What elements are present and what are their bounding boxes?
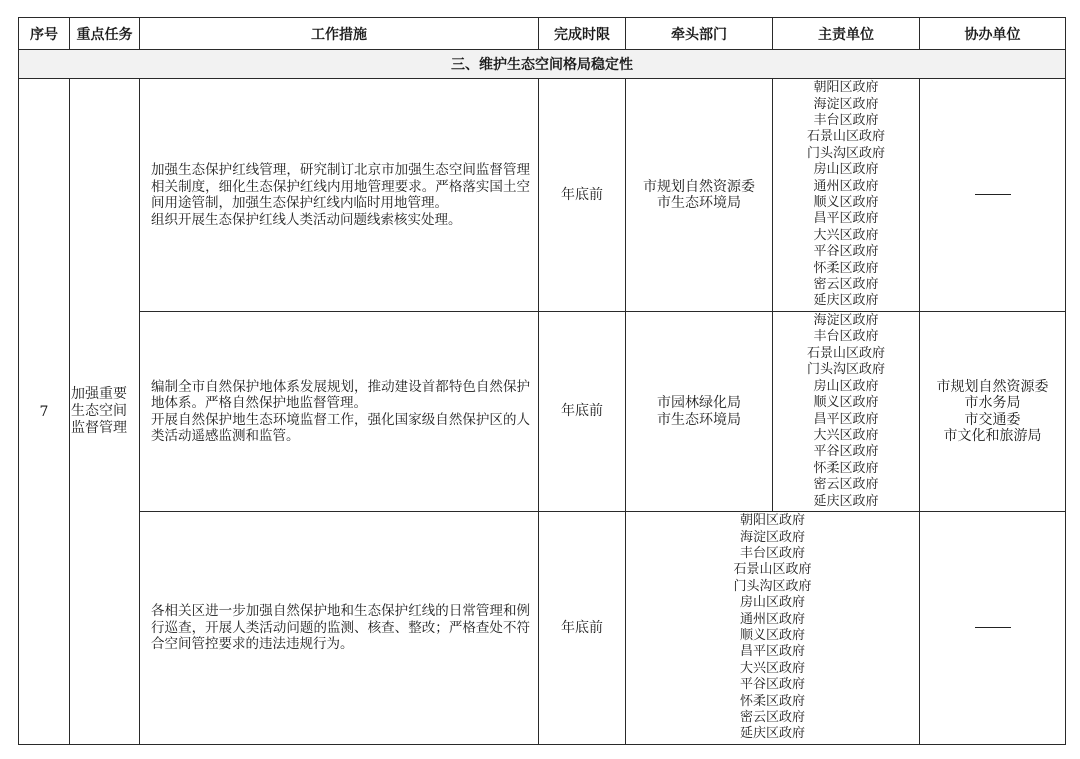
main-unit: 房山区政府: [739, 595, 805, 611]
main-unit: 密云区政府: [739, 710, 805, 726]
measure-text: 组织开展生态保护红线人类活动问题线索核实处理。: [151, 211, 462, 228]
main-unit: 昌平区政府: [813, 211, 879, 227]
section-row: [19, 50, 1066, 79]
assist-unit: 市文化和旅游局: [943, 428, 1042, 444]
section-title: 三、维护生态空间格局稳定性: [19, 50, 1066, 79]
seq-number: 7: [19, 79, 70, 745]
main-unit: 顺义区政府: [813, 195, 879, 210]
deadline-cell: 年底前: [539, 312, 626, 512]
deadline-cell: 年底前: [539, 79, 626, 312]
measure-text: 开展自然保护地生态环境监督工作，强化国家级自然保护区的人类活动遥感监测和监管。: [151, 411, 530, 444]
header-row: [19, 18, 1066, 50]
main-unit: 海淀区政府: [813, 313, 879, 329]
lead-unit: 市园林绿化局: [657, 395, 741, 411]
assist-unit: 市规划自然资源委: [936, 378, 1049, 395]
lead-cell: [626, 79, 773, 312]
main-unit: 石景山区政府: [806, 345, 885, 361]
main-unit: 石景山区政府: [733, 562, 812, 578]
task-name: 加强重要生态空间监督管理: [70, 79, 140, 745]
main-unit: 朝阳区政府: [739, 513, 805, 529]
main-unit: 通州区政府: [813, 178, 879, 194]
main-unit: 顺义区政府: [739, 628, 805, 643]
main-unit: 石景山区政府: [806, 129, 885, 145]
main-unit: 延庆区政府: [739, 726, 805, 742]
main-unit: 门头沟区政府: [806, 362, 885, 378]
header-task: 重点任务: [70, 18, 140, 50]
main-unit-cell: [773, 312, 920, 512]
deadline-cell: 年底前: [539, 512, 626, 745]
measures-cell: [140, 312, 539, 512]
main-unit: 通州区政府: [739, 611, 805, 627]
header-deadline: 完成时限: [539, 18, 626, 50]
measure-text: 加强生态保护红线管理，研究制订北京市加强生态空间监督管理相关制度，细化生态保护红线内用地管理要求。严格落实国土空间用途管制，加强生态保护红线内临时用地管理。: [151, 162, 530, 211]
dash-mark: [975, 194, 1011, 195]
main-unit: 平谷区政府: [813, 244, 879, 260]
main-unit: 延庆区政府: [813, 293, 879, 309]
main-unit: 密云区政府: [813, 277, 879, 293]
measures-cell: [140, 512, 539, 745]
measure-text: 编制全市自然保护地体系发展规划，推动建设首都特色自然保护地体系。严格自然保护地监督管理。: [151, 378, 530, 411]
main-unit: 门头沟区政府: [806, 145, 885, 161]
header-main-unit: 主责单位: [773, 18, 920, 50]
assist-cell-empty: [920, 79, 1066, 312]
main-unit: 房山区政府: [813, 378, 879, 394]
lead-unit: 市规划自然资源委: [643, 178, 755, 195]
main-unit: 门头沟区政府: [733, 578, 812, 594]
header-assist-unit: 协办单位: [920, 18, 1066, 50]
table-row: [19, 512, 1066, 745]
main-unit: 房山区政府: [813, 162, 879, 178]
main-unit: 怀柔区政府: [739, 693, 805, 709]
assist-cell-empty: [920, 512, 1066, 745]
main-unit: 昌平区政府: [739, 644, 805, 660]
main-unit: 延庆区政府: [813, 493, 879, 509]
main-unit: 平谷区政府: [813, 444, 879, 460]
main-unit: 丰台区政府: [813, 329, 879, 345]
measure-text: 各相关区进一步加强自然保护地和生态保护红线的日常管理和例行巡查，开展人类活动问题的监测、核查、整改；严格查处不符合空间管控要求的违法违规行为。: [151, 603, 530, 653]
assist-unit: 市水务局: [964, 395, 1021, 411]
main-unit: 大兴区政府: [813, 427, 879, 443]
dash-mark: [975, 627, 1011, 628]
assist-unit: 市交通委: [964, 411, 1021, 428]
main-unit: 密云区政府: [813, 477, 879, 493]
table-row: [19, 79, 1066, 312]
main-unit: 朝阳区政府: [813, 80, 879, 96]
main-unit-cell: [626, 512, 920, 745]
main-unit: 大兴区政府: [739, 660, 805, 676]
measures-cell: [140, 79, 539, 312]
assist-cell: [920, 312, 1066, 512]
main-unit: 海淀区政府: [813, 96, 879, 112]
main-unit: 丰台区政府: [813, 112, 879, 128]
main-unit: 昌平区政府: [813, 411, 879, 427]
main-unit: 怀柔区政府: [813, 460, 879, 476]
table-row: [19, 312, 1066, 512]
header-seq: 序号: [19, 18, 70, 50]
lead-unit: 市生态环境局: [657, 411, 741, 428]
main-unit: 顺义区政府: [813, 395, 879, 411]
main-unit-cell: [773, 79, 920, 312]
main-unit: 怀柔区政府: [813, 260, 879, 276]
header-lead-department: 牵头部门: [626, 18, 773, 50]
lead-cell: [626, 312, 773, 512]
main-unit: 大兴区政府: [813, 227, 879, 243]
lead-unit: 市生态环境局: [657, 195, 741, 211]
header-measures: 工作措施: [140, 18, 539, 50]
main-unit: 海淀区政府: [739, 529, 805, 545]
main-unit: 丰台区政府: [739, 545, 805, 561]
work-plan-table: [18, 17, 1066, 745]
main-unit: 平谷区政府: [739, 677, 805, 693]
